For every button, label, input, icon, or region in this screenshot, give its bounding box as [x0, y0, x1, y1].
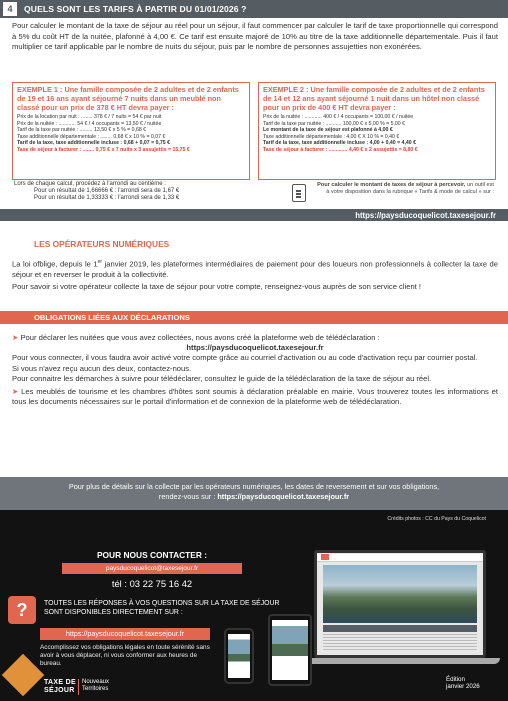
- operators-text-b: janvier 2019, les plateformes intermédiaires de paiement pour des loueurs non professionnels à collecter la taxe de séjour et en reverser le produit à la collectivité.: [12, 259, 498, 280]
- example-2-title: EXEMPLE 2 : Une famille composée de 2 adultes et de 2 enfants de 14 et 12 ans ayant séjourné 1 nuit dans un hôtel non classé pour un prix de 400 € HT devra payer :: [263, 85, 485, 112]
- rounding-example: Pour un résultat de 1,33333 € : l'arrondi sera de 1,33 €: [34, 195, 180, 202]
- teledeclaration-link[interactable]: https://paysducoquelicot.taxesejour.fr: [186, 343, 324, 353]
- rounding-note-title: Lors de chaque calcul, procédez à l'arrondi au centième :: [14, 181, 166, 187]
- operators-text-a: La loi ofblige, depuis le 1: [12, 259, 98, 269]
- arrow-icon: ➤: [12, 333, 21, 342]
- example-1-line: Prix de la nuitée : ............ 54 € / 4 occupants = 13,50 € / nuitée: [17, 120, 162, 127]
- edition-value: janvier 2026: [446, 683, 480, 691]
- website-link[interactable]: https://paysducoquelicot.taxesejour.fr: [355, 210, 496, 220]
- section-number: 4: [3, 2, 17, 16]
- operators-paragraph: Pour savoir si votre opérateur collecte la taxe de séjour pour votre compte, renseignez-vous auprès de son service client !: [12, 282, 422, 292]
- logo-line: Territoires: [82, 686, 109, 692]
- edition-label: Édition: [446, 676, 465, 683]
- obligations-text: [12, 333, 498, 407]
- taxe-sejour-logo: [44, 677, 144, 699]
- more-info-band: [0, 477, 508, 510]
- phone-mockup: [224, 628, 254, 684]
- laptop-base: [300, 658, 500, 664]
- arrow-icon: ➤: [12, 387, 22, 397]
- example-1-box: [12, 82, 250, 180]
- example-2-line: Tarif de la taxe par nuitée : ........... 100,00 € x 5,00 % = 5,00 €: [263, 120, 406, 127]
- laptop-mockup: [314, 550, 486, 658]
- more-info-text: Pour plus de détails sur la collecte par les opérateurs numériques, les dates de reversement et sur vos obligations,: [68, 482, 440, 491]
- operators-paragraph: [12, 257, 498, 281]
- rounding-example: Pour un résultat de 1,66666 € : l'arrondi sera de 1,67 €: [34, 188, 180, 195]
- logo-line: TAXE DE: [44, 679, 76, 686]
- example-1-line: Tarif de la taxe, taxe additionnelle incluse : 0,68 + 0,07 = 0,75 €: [17, 140, 171, 147]
- website-banner: [323, 625, 477, 632]
- website-text-lines: [323, 634, 477, 652]
- example-1-line: Taxe additionnelle départementale : ........ 0,68 € x 10 % = 0,07 €: [17, 133, 166, 140]
- edition-date: [446, 676, 480, 690]
- website-photo: [323, 565, 477, 623]
- url-bar: [0, 209, 508, 221]
- example-2-total: Taxe de séjour à facturer : ............. 4,40 € x 2 assujettis = 8,80 €: [263, 146, 418, 153]
- accomplish-text: Accomplissez vos obligations légales en toute sérénité sans avoir à vous déplacer, ni vous conformer aux heures de bureau.: [40, 644, 210, 667]
- example-1-title: EXEMPLE 1 : Une famille composée de 2 adultes et de 2 enfants de 19 et 16 ans ayant séjourné 7 nuits dans un meublé non classé pour un prix de 378 € HT devra payer :: [17, 85, 239, 112]
- superscript: er: [97, 259, 103, 265]
- contact-title: POUR NOUS CONTACTER :: [96, 550, 208, 560]
- question-icon: ?: [8, 596, 36, 624]
- calculator-note: [314, 182, 494, 196]
- phone-screen: [228, 634, 250, 678]
- example-1-line: Prix de la location par nuit : ........ 378 € / 7 nuits = 54 € par nuit: [17, 114, 162, 120]
- example-2-line: Le montant de la taxe de séjour est plafonné à 4,00 €: [263, 127, 393, 134]
- questions-link[interactable]: https://paysducoquelicot.taxesejour.fr: [40, 628, 210, 640]
- obligations-paragraph: Pour connaitre les démarches à suivre pour télédéclarer, consultez le guide de la télédéclaration de la taxe de séjour au réel.: [12, 373, 432, 383]
- calculator-note-text: un outil est à votre disposition dans la rubrique « Tarifs & mode de calcul » sur :: [326, 182, 494, 195]
- example-2-line: Tarif de la taxe, taxe additionnelle incluse : 4,00 + 0,40 = 4,40 €: [263, 140, 417, 147]
- calculator-note-bold: Pour calculer le montant de taxes de séjour à percevoir,: [317, 182, 466, 188]
- obligations-title: OBLIGATIONS LIÉES AUX DÉCLARATIONS: [34, 313, 190, 322]
- more-info-link[interactable]: https://paysducoquelicot.taxesejour.fr: [217, 492, 350, 501]
- contact-email[interactable]: paysducoquelicot@taxesejour.fr: [62, 563, 242, 574]
- tablet-mockup: [268, 614, 312, 686]
- example-1-total: Taxe de séjour à facturer : ........ 0,75 € x 7 nuits x 3 assujettis = 15,75 €: [17, 146, 190, 153]
- logo-line: Nouveaux: [82, 679, 110, 685]
- contact-phone[interactable]: tél : 03 22 75 16 42: [111, 578, 193, 589]
- example-2-box: [258, 82, 496, 180]
- site-logo-icon: [321, 554, 329, 560]
- obligations-paragraph: Si vous n'avez reçu aucun des deux, contactez-nous.: [12, 363, 192, 373]
- document-icon: [292, 184, 306, 202]
- more-info-lead: rendez-vous sur :: [158, 492, 218, 501]
- example-2-line: Taxe additionnelle départementale : 4,00 € X 10 % = 0,40 €: [263, 133, 400, 140]
- photo-credits: Crédits photos : CC du Pays du Coquelicot: [387, 516, 486, 522]
- questions-text: TOUTES LES RÉPONSES À VOS QUESTIONS SUR LA TAXE DE SÉJOUR SONT DISPONIBLES DIRECTEMENT SUR :: [44, 600, 280, 616]
- example-2-line: Prix de la nuitée : ............ 400 € / 4 occupants = 100,00 € / nuitée: [263, 114, 414, 120]
- logo-separator: [78, 679, 79, 695]
- operators-text: [12, 257, 498, 293]
- obligations-paragraph: Les meublés de tourisme et les chambres d'hôtes sont soumis à déclaration préalable en mairie. Vous trouverez toutes les informations et tous les documents nécessaires sur le portail d'information et de connexion de la plateforme web de télédéclaration.: [12, 387, 498, 407]
- section-4-intro: Pour calculer le montant de la taxe de séjour au réel pour un séjour, il faut commencer par calculer le tarif de taxe proportionnelle qui correspond à 5% du coût HT de la nuitée, plafonné à 4,00 €. Ce tarif est ensuite majoré de 10% au titre de la taxe additionnelle départementale. Puis il faut multiplier ce tarif applicable par le nombre de nuits du séjour, puis par le nombre de personnes assujetties non exonérées.: [12, 21, 498, 51]
- obligations-header: [0, 311, 508, 324]
- obligations-paragraph: Pour déclarer les nuitées que vous avez collectées, nous avons créé la plateforme web de télédéclaration :: [20, 333, 380, 342]
- tablet-screen: [272, 620, 308, 680]
- example-1-line: Tarif de la taxe par nuitée : ......... 13,50 € x 5 % = 0,68 €: [17, 127, 147, 134]
- section-4-header: [0, 0, 508, 18]
- rounding-note: [14, 181, 254, 203]
- decorative-shape: [2, 654, 44, 696]
- footer: [0, 510, 508, 701]
- section-title: QUELS SONT LES TARIFS À PARTIR DU 01/01/2026 ?: [24, 4, 247, 14]
- obligations-paragraph: Pour vous connecter, il vous faudra avoir activé votre compte grâce au courriel d'activation ou au code d'activation reçu par courrier postal.: [12, 353, 478, 363]
- operators-title: LES OPÉRATEURS NUMÉRIQUES: [34, 239, 170, 249]
- logo-line: SÉJOUR: [44, 687, 75, 694]
